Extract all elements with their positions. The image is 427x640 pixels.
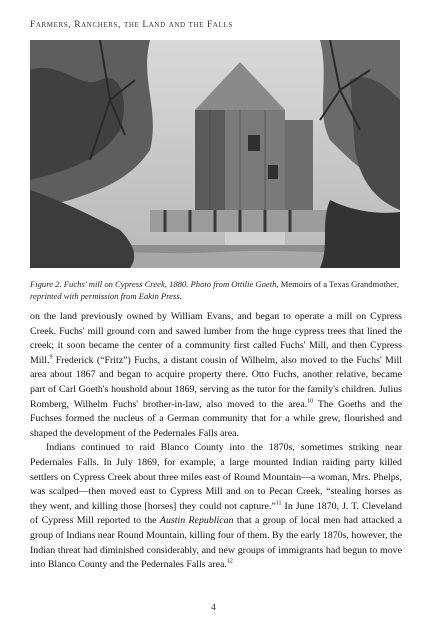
page-number: 4 xyxy=(211,603,216,613)
paragraph-1 xyxy=(30,310,402,441)
caption-credit: , reprinted with permission from Eakin Press. xyxy=(30,279,400,301)
caption-book-title: Memoirs of a Texas Grandmother xyxy=(280,279,397,289)
paragraph-2-text-c: that a group of local men had attacked a group of Indians near Round Mountain, killing four of them. By the early 1870s, however, the Indian threat had diminished considerably, and new groups of immigrants had begun to move into Blanco County and the Pedernales Falls area. xyxy=(30,515,402,571)
footnote-ref-9[interactable]: 9 xyxy=(49,354,53,361)
mill-photo xyxy=(30,40,400,268)
paragraph-1-text-a: on the land previously owned by William Evans, and began to operate a mill on Cypress Creek. Fuchs' mill ground corn and sawed lumber from the huge cypress trees that lined the creek; it soon became the center of a community first called Fuchs' Mill, and then Cypress Mill. xyxy=(30,311,402,366)
footnote-ref-10[interactable]: 10 xyxy=(307,398,314,405)
paragraph-1-text-b: Frederick (“Fritz”) Fuchs, a distant cousin of Wilhelm, also moved to the Fuchs' Mill area about 1867 and began to acquire property there. Otto Fuchs, another relative, became part of Carl Goeth's houshold about 1869, serving as the tutor for the family's children. Julius Romberg, Wilhelm Fuchs' brother-in-law, also moved to the area. xyxy=(30,354,402,410)
caption-text: Figure 2. Fuchs' mill on Cypress Creek, 1880. Photo from Ottilie Goeth, xyxy=(30,279,281,289)
newspaper-title: Austin Republican xyxy=(159,515,234,527)
paragraph-1-text-c: The Goeths and the Fuchses formed the nucleus of a German community that for a while grew, flourished and shaped the development of the Pedernales Falls area. xyxy=(30,398,402,439)
footnote-ref-12[interactable]: 12 xyxy=(226,558,233,565)
footnote-ref-11[interactable]: 11 xyxy=(275,500,282,507)
paragraph-2-text-b: In June 1870, J. T. Cleveland of Cypress Mill reported to the xyxy=(30,500,402,527)
running-header: Farmers, Ranchers, the Land and the Falls xyxy=(30,20,233,30)
body-text xyxy=(30,310,402,573)
figure-caption xyxy=(30,278,402,302)
paragraph-2-text-a: Indians continued to raid Blanco County into the 1870s, sometimes striking near Pedernales Falls. In July 1869, for example, a large mounted Indian raiding party killed settlers on Cypress Creek about three miles east of Round Mountain—a woman, Mrs. Phelps, was scalped—then moved east to Cypress Mill and on to Pecan Creek, “stealing horses as they went, and killing those [horses] they could not capture.” xyxy=(30,442,402,512)
paragraph-2 xyxy=(30,441,402,572)
